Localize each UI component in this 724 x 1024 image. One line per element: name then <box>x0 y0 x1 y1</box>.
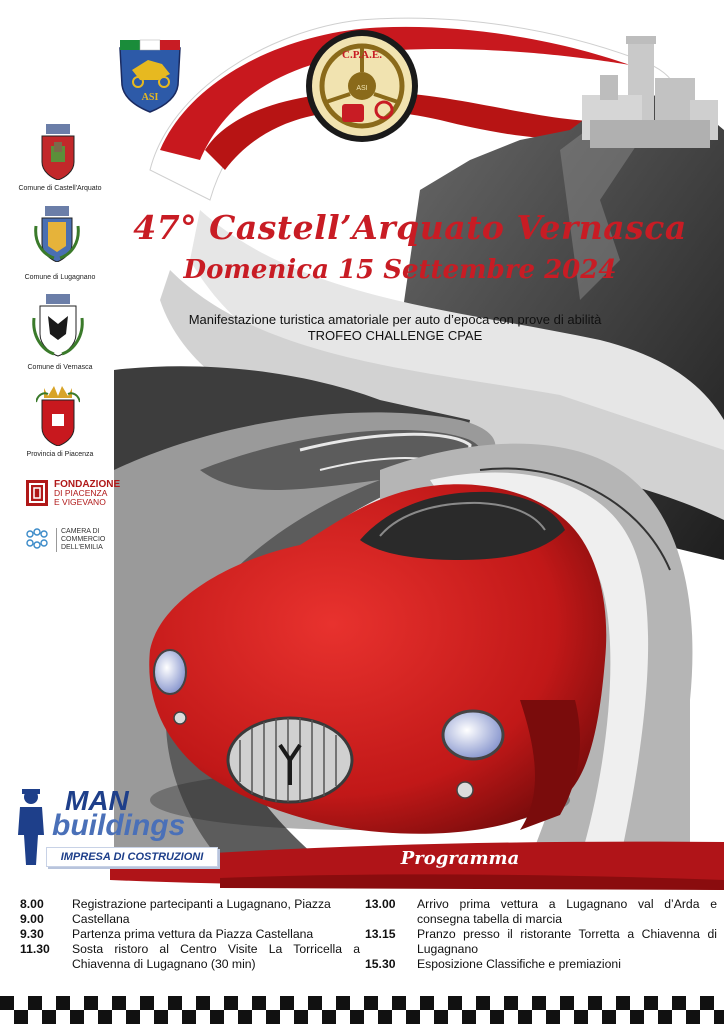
event-date: Domenica 15 Settembre 2024 <box>183 255 617 285</box>
schedule-row <box>20 897 360 912</box>
event-title: 47° Castell’Arquato Vernasca <box>133 208 687 247</box>
schedule-text: Arrivo prima vettura a Lugagnano val d’Arda e consegna tabella di marcia <box>417 897 717 926</box>
checker-square <box>392 996 406 1010</box>
checker-square <box>350 1010 364 1024</box>
checker-square <box>420 996 434 1010</box>
schedule-time: 11.30 <box>20 942 50 956</box>
crest-label-lugagnano: Comune di Lugagnano <box>24 274 96 281</box>
checker-square <box>266 1010 280 1024</box>
schedule-text: Sosta ristoro al Centro Visite La Torricella a Chiavenna di Lugagnano (30 min) <box>72 942 360 971</box>
cpae-center-text: ASI <box>356 85 368 92</box>
checker-square <box>28 996 42 1010</box>
man-tagline: IMPRESA DI COSTRUZIONI <box>46 847 218 867</box>
asi-logo-text: ASI <box>141 92 159 103</box>
schedule-text: Pranzo presso il ristorante Torretta a Chiavenna di Lugagnano <box>417 927 717 956</box>
checker-square <box>658 1010 672 1024</box>
checker-square <box>140 996 154 1010</box>
checker-square <box>546 1010 560 1024</box>
schedule-left <box>20 897 360 972</box>
schedule-time: 13.15 <box>365 927 396 941</box>
event-subtitle-line2: TROFEO CHALLENGE CPAE <box>307 328 483 343</box>
checker-square <box>448 996 462 1010</box>
checker-square <box>238 1010 252 1024</box>
cpae-logo-text: C.P.A.E. <box>342 49 382 61</box>
checker-square <box>210 1010 224 1024</box>
checker-square <box>196 996 210 1010</box>
checker-square <box>98 1010 112 1024</box>
man-brand: MAN <box>65 785 129 816</box>
checker-square <box>630 1010 644 1024</box>
schedule-time: 13.00 <box>365 897 396 911</box>
schedule-text: Castellana <box>72 912 130 926</box>
fondazione-line2: DI PIACENZA <box>54 488 108 498</box>
camera-line2: DELL'EMILIA <box>61 544 103 551</box>
cpae-logo <box>306 30 418 142</box>
event-subtitle <box>160 312 630 344</box>
checker-square <box>518 1010 532 1024</box>
schedule-time: 8.00 <box>20 897 44 911</box>
checker-square <box>364 996 378 1010</box>
programma-heading: Programma <box>400 848 520 869</box>
checker-square <box>462 1010 476 1024</box>
checker-square <box>378 1010 392 1024</box>
checker-square <box>336 996 350 1010</box>
man-buildings-logo <box>10 785 220 867</box>
crest-label-vernasca: Comune di Vernasca <box>27 364 93 371</box>
checker-square <box>434 1010 448 1024</box>
checker-square <box>644 996 658 1010</box>
checker-square <box>84 996 98 1010</box>
checker-square <box>532 996 546 1010</box>
schedule-row <box>365 927 717 957</box>
checker-square <box>322 1010 336 1024</box>
schedule-row <box>20 927 360 942</box>
checker-square <box>602 1010 616 1024</box>
checker-square <box>224 996 238 1010</box>
fondazione-logo <box>26 480 146 516</box>
fondazione-line3: E VIGEVANO <box>54 497 106 507</box>
schedule-row <box>365 957 717 972</box>
checker-square <box>574 1010 588 1024</box>
checker-square <box>42 1010 56 1024</box>
checker-square <box>280 996 294 1010</box>
checker-square <box>672 996 686 1010</box>
checker-square <box>476 996 490 1010</box>
checker-square <box>0 996 14 1010</box>
schedule-right <box>365 897 717 972</box>
schedule-row <box>20 912 360 927</box>
checker-square <box>70 1010 84 1024</box>
schedule-time: 9.30 <box>20 927 44 941</box>
crest-label-provincia: Provincia di Piacenza <box>26 451 94 458</box>
checker-square <box>154 1010 168 1024</box>
checkered-flag-border <box>0 996 724 1024</box>
checker-square <box>56 996 70 1010</box>
checker-square <box>14 1010 28 1024</box>
schedule-row <box>365 897 717 927</box>
man-brand-buildings: buildings <box>52 809 186 842</box>
checker-square <box>490 1010 504 1024</box>
checker-square <box>252 996 266 1010</box>
checker-square <box>112 996 126 1010</box>
checker-square <box>126 1010 140 1024</box>
checker-square <box>616 996 630 1010</box>
schedule-time: 15.30 <box>365 957 396 971</box>
schedule-text: Esposizione Classifiche e premiazioni <box>417 957 621 971</box>
schedule-text: Registrazione partecipanti a Lugagnano, Piazza <box>72 897 331 911</box>
checker-square <box>504 996 518 1010</box>
fondazione-emblem <box>26 480 48 506</box>
checker-square <box>700 996 714 1010</box>
checker-square <box>294 1010 308 1024</box>
schedule-row <box>20 942 360 972</box>
checker-square <box>686 1010 700 1024</box>
fondazione-line1: FONDAZIONE <box>54 479 121 490</box>
checker-square <box>182 1010 196 1024</box>
checker-square <box>406 1010 420 1024</box>
event-subtitle-line1: Manifestazione turistica amatoriale per auto d’epoca con prove di abilità <box>188 312 602 327</box>
camera-commercio-logo <box>24 526 154 552</box>
camera-line1: CAMERA DI COMMERCIO <box>61 528 106 543</box>
checker-square <box>714 1010 724 1024</box>
worker-figure-icon <box>14 787 48 865</box>
checker-square <box>168 996 182 1010</box>
asi-logo <box>120 40 180 112</box>
schedule-time: 9.00 <box>20 912 44 926</box>
checker-square <box>560 996 574 1010</box>
schedule-text: Partenza prima vettura da Piazza Castellana <box>72 927 314 941</box>
checker-square <box>308 996 322 1010</box>
crest-label-castellarquato: Comune di Castell'Arquato <box>18 185 102 192</box>
camera-commercio-icon <box>24 528 50 550</box>
checker-square <box>588 996 602 1010</box>
